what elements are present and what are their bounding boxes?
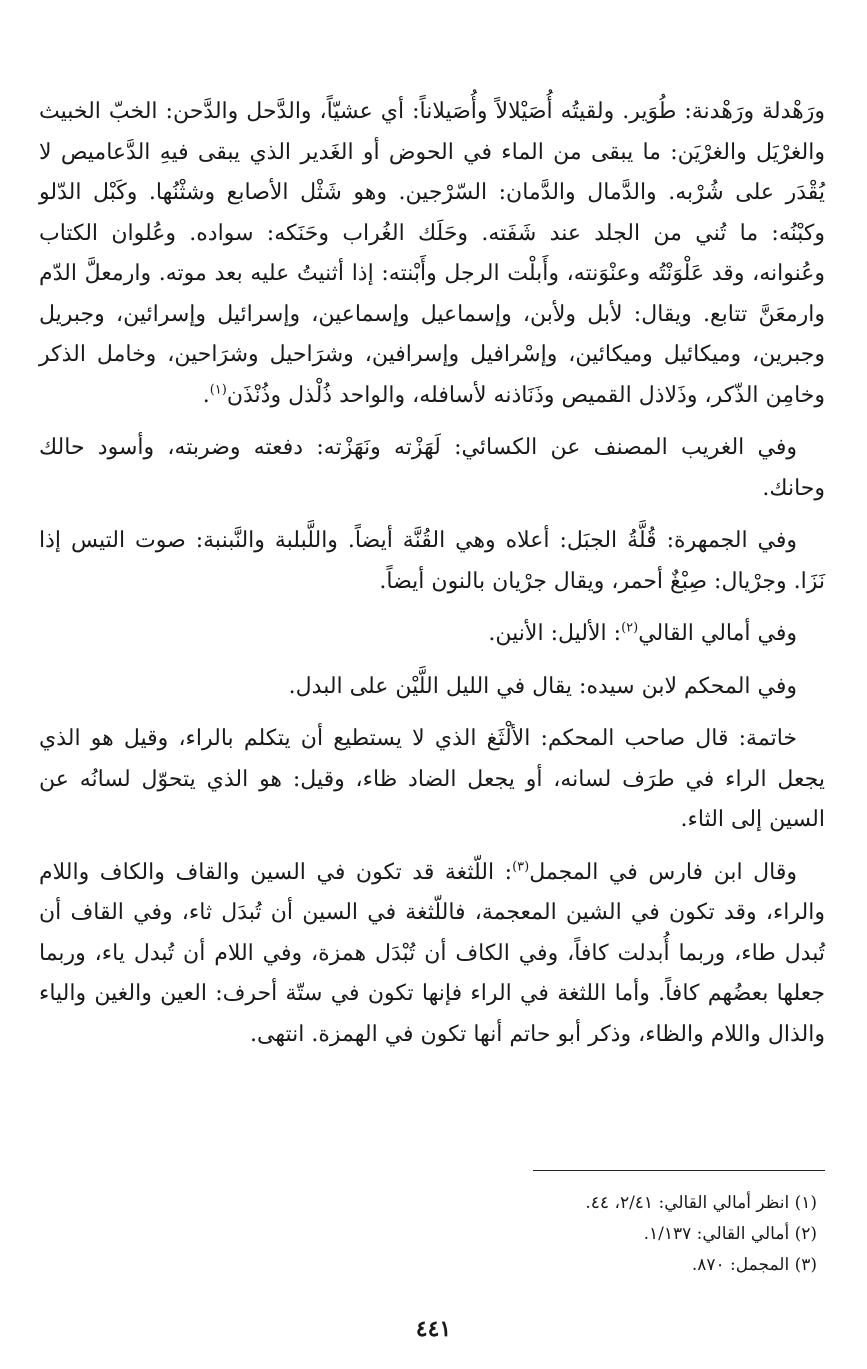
paragraph-1-end: . <box>202 382 210 408</box>
footnote-2: (٢) أمالي القالي: ١/١٣٧. <box>643 1224 817 1244</box>
paragraph-5: وفي المحكم لابن سيده: يقال في الليل اللَّيْن على البدل. <box>288 673 797 699</box>
paragraph-4 <box>39 614 825 655</box>
footnote-ref-1: (١) <box>209 382 227 398</box>
paragraph-3: وفي الجمهرة: قُلَّةُ الجبَل: أعلاه وهي القُنَّة أيضاً. واللَّبلبة والنَّبنبة: صوت التيس إذا نَزَا. وجرْيال: صِبْغٌ أحمر، ويقال جرْيان بالنون أيضاً. <box>39 528 825 594</box>
footnote-divider <box>533 1170 825 1171</box>
paragraph-1-text: ورَهْدلة ورَهْدنة: طُوَير. ولقيتُه أُصَيْلالاً وأُصَيلاناً: أي عشيّاً، والدَّحل والدَّحن: الخبّ الخبيث والغرْيَل والغرْيَن: ما يبقى من الماء في الحوض أو الغَدير الذي يبقى فيهِ الدَّعاميص لا يُقْدَر على شُرْبه. والدَّمال والدَّمان: السّرْجين. وهو شَثْل الأصابع وشثْنُها. وكَبْل الدّلو وكبْنُه: ما تُني من الجلد عند شَفَته. وحَلَك الغُراب وحَنَكه: سواده. وعُلوان الكتاب وعُنوانه، وقد عَلْوَنْتُه وعنْوَنته، وأَبلْت الرجل وأَبْنته: إذا أثنيتُ عليه بعد موته. وارمعلَّ الدّم وارمعَنَّ تتابع. ويقال: لأبل ولأبن، وإسماعيل وإسماعين، وإسرائيل وإسرائين، وجبريل وجبرين، وميكائيل وميكائين، وإسْرافيل وإسرافين، وشرَاحيل وشرَاحين، وخامل الذكر وخامِن الذّكر، وذَلاذل القميص وذَنَاذنه لأسافله، والواحد ذُلْذل وذُنْذَن <box>39 99 825 408</box>
paragraph-2: وفي الغريب المصنف عن الكسائي: لَهَزْته ونَهَزْته: دفعته وضربته، وأسود حالك وحانك. <box>39 435 825 501</box>
main-text <box>39 92 825 1067</box>
paragraph-7-start: وقال ابن فارس في المجمل <box>529 859 798 885</box>
footnote-3: (٣) المجمل: ٨٧٠. <box>691 1255 817 1275</box>
paragraph-4-end: : الأليل: الأنين. <box>488 621 622 646</box>
footnote-ref-2: (٢) <box>621 620 639 636</box>
paragraph-4-start: وفي أمالي القالي <box>638 621 797 646</box>
paragraph-6: خاتمة: قال صاحب المحكم: الألْثَغ الذي لا يستطيع أن يتكلم بالراء، وقيل هو الذي يجعل الراء في طرَف لسانه، أو يجعل الضاد ظاء، وقيل: هو الذي يتحوّل لسانُه عن السين إلى الثاء. <box>39 726 825 832</box>
paragraph-1 <box>39 92 825 416</box>
paragraph-7 <box>39 853 825 1056</box>
footnote-ref-3: (٣) <box>512 859 530 875</box>
footnote-1: (١) انظر أمالي القالي: ٢/٤١، ٤٤. <box>585 1193 817 1213</box>
page-number: ٤٤١ <box>415 1316 452 1342</box>
paragraph-7-end: : اللّثغة قد تكون في السين والقاف والكاف واللام والراء، وقد تكون في الشين المعجمة، فاللّثغة في السين أن تُبدَل ثاء، وفي القاف أن تُبدل طاء، وربما أُبدلت كافاً، وفي الكاف أن تُبْدَل همزة، وفي اللام أن تُبدل ياء، وربما جعلها بعضُهم كافاً. وأما اللثغة في الراء فإنها تكون في ستّة أحرف: العين والغين والياء والذال واللام والظاء، وذكر أبو حاتم أنها تكون في الهمزة. انتهى. <box>39 859 825 1047</box>
footnotes <box>39 1188 825 1281</box>
